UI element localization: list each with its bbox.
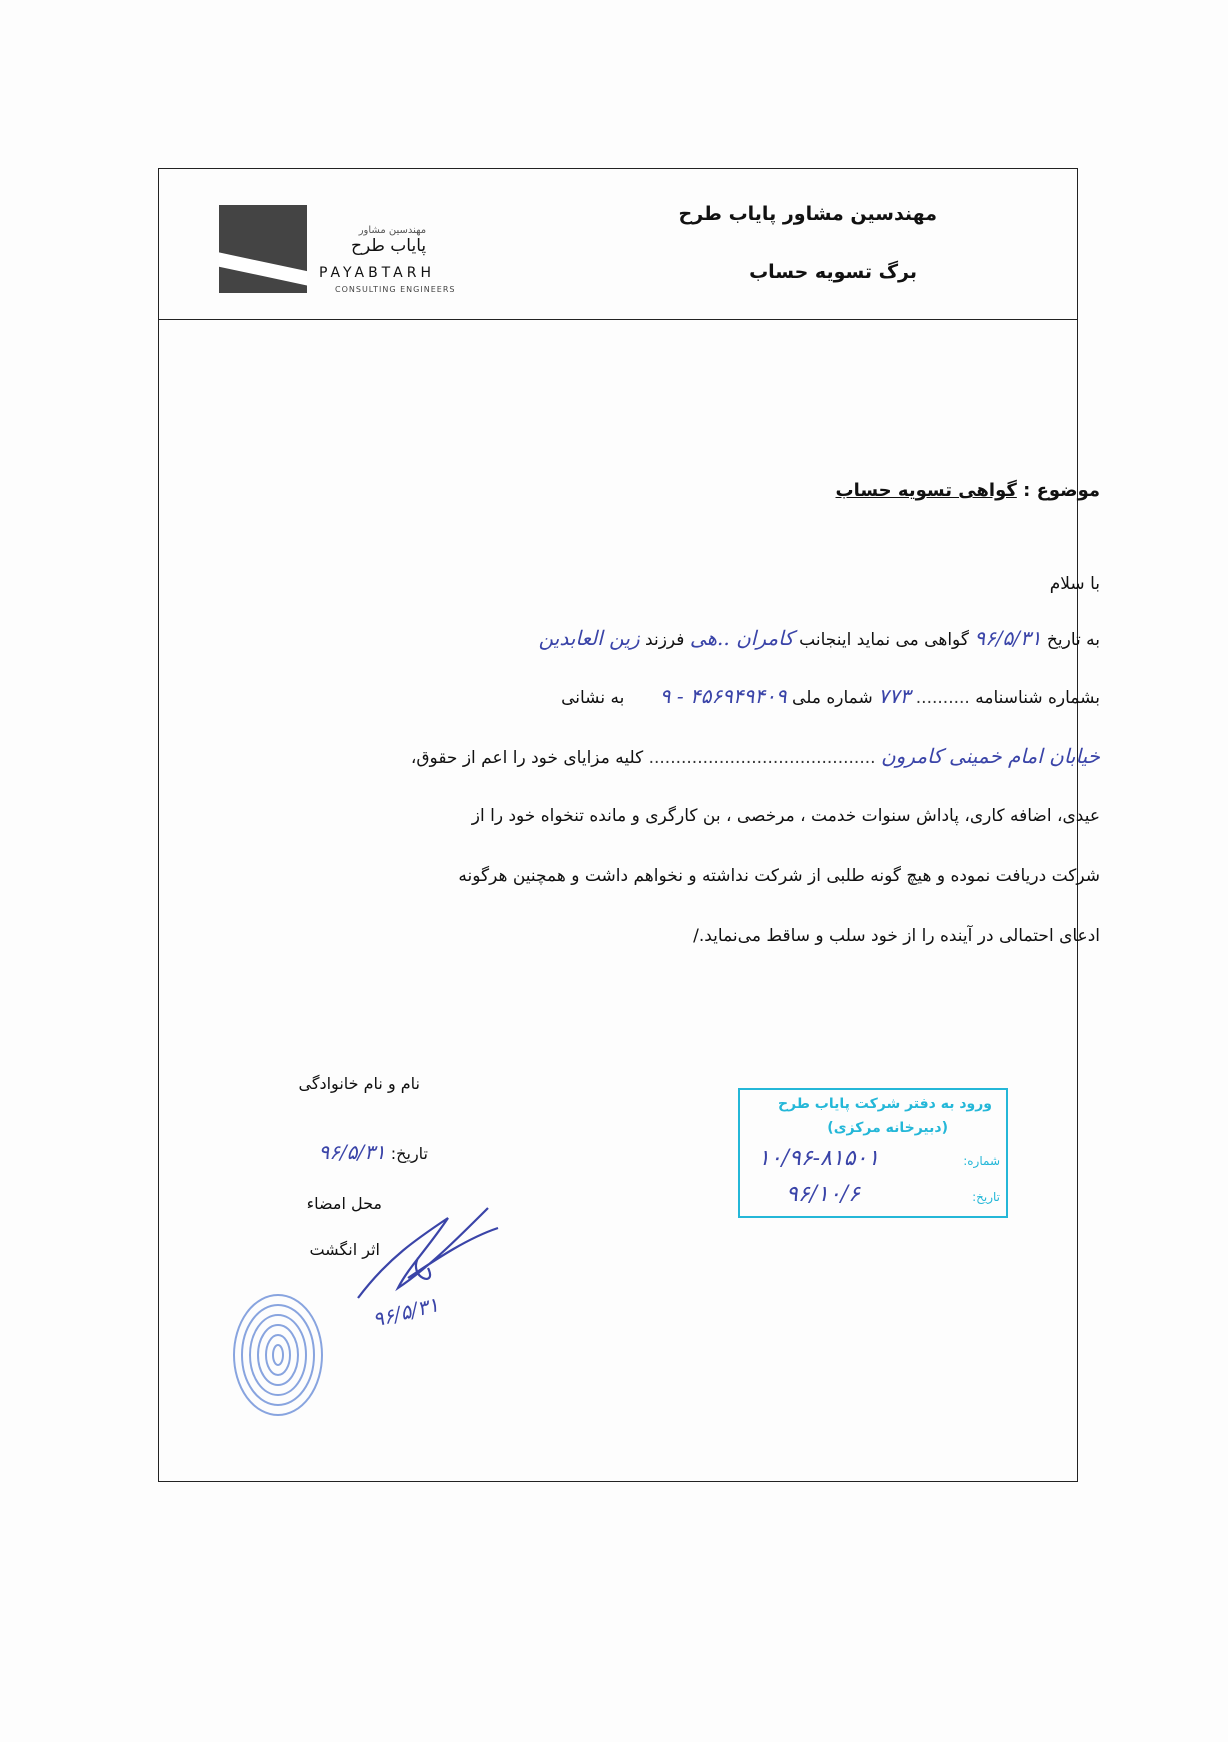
- form-title: برگ تسویه حساب: [749, 261, 917, 283]
- body-line-4: عیدی، اضافه کاری، پاداش سنوات خدمت ، مرخصی ، بن کارگری و مانده تنخواه خود را از: [471, 806, 1100, 826]
- body-line-6: ادعای احتمالی در آینده را از خود سلب و ساقط می‌نماید./: [693, 926, 1100, 946]
- handwritten-sign-date: ۹۶/۵/۳۱: [318, 1140, 386, 1164]
- subject-value: گواهی تسویه حساب: [835, 480, 1017, 501]
- stamp-subtitle: (دبیرخانه مرکزی): [827, 1120, 948, 1136]
- logo-persian-name: مهندسین مشاور پایاب طرح: [351, 225, 427, 256]
- handwritten-father-name: زین العابدین: [538, 626, 640, 650]
- company-name: مهندسین مشاور پایاب طرح: [678, 203, 937, 225]
- subject-line: [836, 480, 1100, 501]
- stamp-date-label: تاریخ:: [972, 1190, 1000, 1204]
- handwritten-name: کامران ..هی: [689, 626, 794, 650]
- stamp-title: ورود به دفتر شرکت پایاب طرح: [777, 1096, 992, 1112]
- fingerprint-icon: [228, 1290, 328, 1420]
- stamp-number-value: ۱۰/۹۶-۸۱۵۰۱: [758, 1146, 880, 1171]
- handwritten-id-number: ۷۷۳: [878, 684, 911, 708]
- logo-english-name: PAYABTARH: [319, 265, 435, 281]
- sign-place-label: محل امضاء: [306, 1194, 382, 1213]
- logo-mark: [219, 205, 307, 293]
- signature-date: تاریخ: ۹۶/۵/۳۱: [318, 1140, 428, 1164]
- body-line-2: بشماره شناسنامه .......... ۷۷۳ شماره ملی ۴۵۶۹۴۹۴۰۹ - ۹ به نشانی: [561, 684, 1100, 708]
- stamp-date-value: ۹۶/۱۰/۶: [786, 1182, 860, 1207]
- logo-english-sub: CONSULTING ENGINEERS: [335, 285, 456, 294]
- body-line-1: به تاریخ ۹۶/۵/۳۱ گواهی می نماید اینجانب کامران ..هی فرزند زین العابدین: [538, 626, 1100, 650]
- handwritten-national-id: ۴۵۶۹۴۹۴۰۹ - ۹: [659, 684, 787, 708]
- handwritten-signature-date: ۹۶/۵/۳۱: [370, 1292, 442, 1332]
- document-header: [159, 169, 1077, 320]
- company-logo: [219, 205, 479, 305]
- name-label: نام و نام خانوادگی: [298, 1074, 420, 1093]
- handwritten-date: ۹۶/۵/۳۱: [974, 626, 1042, 650]
- subject-label: موضوع :: [1023, 480, 1100, 501]
- handwritten-address: خیابان امام خمینی کامرون: [880, 744, 1100, 768]
- body-line-3: خیابان امام خمینی کامرون .......................................... کلیه مزایای خود را اعم از حقوق،: [410, 744, 1100, 768]
- stamp-number-label: شماره:: [963, 1154, 1000, 1168]
- fingerprint-label: اثر انگشت: [309, 1240, 380, 1259]
- body-line-5: شرکت دریافت نموده و هیچ گونه طلبی از شرکت نداشته و نخواهم داشت و همچنین هرگونه: [458, 866, 1100, 886]
- greeting: با سلام: [1049, 574, 1100, 594]
- registration-stamp: [738, 1088, 1008, 1218]
